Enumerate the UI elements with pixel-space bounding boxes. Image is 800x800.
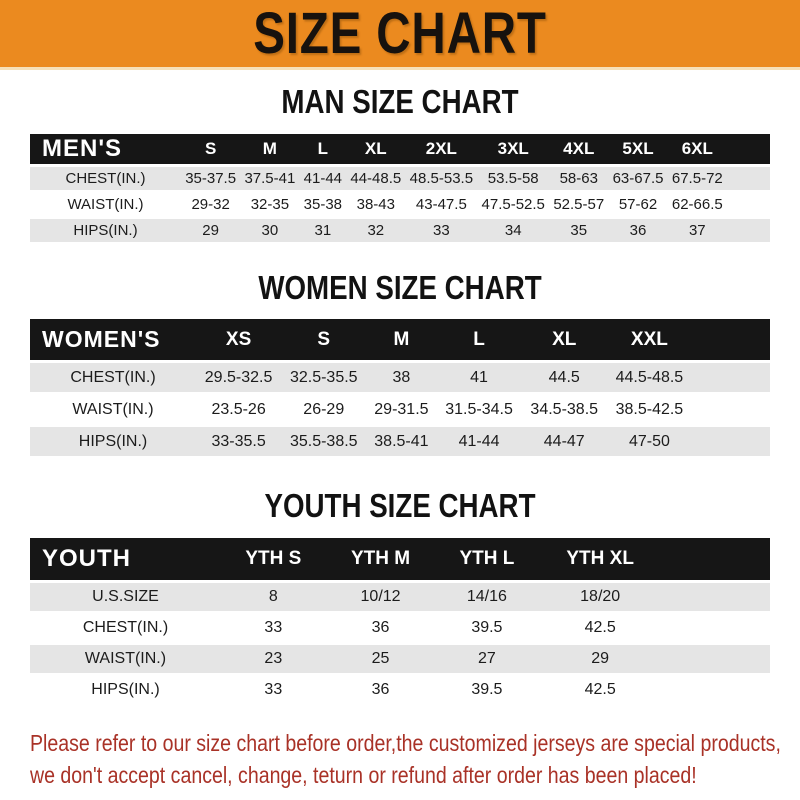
spacer-cell: [662, 645, 770, 673]
table-row: [30, 219, 770, 242]
column-header: 4XL: [549, 134, 608, 164]
column-header: XXL: [607, 319, 692, 360]
size-value-cell: 33: [221, 614, 326, 642]
size-value-cell: 38-43: [346, 193, 405, 216]
size-value-cell: 23: [221, 645, 326, 673]
corner-label: WOMEN'S: [30, 319, 196, 360]
column-header: YTH M: [326, 538, 436, 580]
youth-section: [0, 489, 800, 524]
footer-line-2: we don't accept cancel, change, teturn or refund after order has been placed!: [30, 761, 697, 788]
size-value-cell: 10/12: [326, 583, 436, 611]
size-value-cell: 35.5-38.5: [281, 427, 366, 456]
banner: [0, 0, 800, 70]
size-value-cell: 38: [366, 363, 436, 392]
size-value-cell: 58-63: [549, 167, 608, 190]
column-header: 3XL: [477, 134, 549, 164]
table-header-row: [30, 538, 770, 580]
column-header: M: [366, 319, 436, 360]
size-value-cell: 26-29: [281, 395, 366, 424]
size-value-cell: 41-44: [300, 167, 347, 190]
column-header: XL: [346, 134, 405, 164]
men-size-table: [30, 131, 770, 245]
spacer-cell: [727, 167, 770, 190]
size-value-cell: 29: [538, 645, 662, 673]
column-header: YTH L: [435, 538, 538, 580]
column-header: 5XL: [608, 134, 667, 164]
column-header: L: [436, 319, 521, 360]
size-value-cell: 44.5: [522, 363, 607, 392]
row-label: U.S.SIZE: [30, 583, 221, 611]
table-row: [30, 676, 770, 704]
size-value-cell: 63-67.5: [608, 167, 667, 190]
size-value-cell: 41-44: [436, 427, 521, 456]
size-value-cell: 39.5: [435, 614, 538, 642]
row-label: CHEST(IN.): [30, 614, 221, 642]
spacer-cell: [692, 319, 770, 360]
row-label: CHEST(IN.): [30, 167, 181, 190]
size-value-cell: 33-35.5: [196, 427, 281, 456]
size-value-cell: 34.5-38.5: [522, 395, 607, 424]
size-value-cell: 36: [608, 219, 667, 242]
row-label: WAIST(IN.): [30, 395, 196, 424]
size-value-cell: 35: [549, 219, 608, 242]
table-header-row: [30, 319, 770, 360]
row-label: WAIST(IN.): [30, 645, 221, 673]
size-value-cell: 44.5-48.5: [607, 363, 692, 392]
size-value-cell: 35-37.5: [181, 167, 240, 190]
row-label: HIPS(IN.): [30, 427, 196, 456]
row-label: WAIST(IN.): [30, 193, 181, 216]
table-header-row: [30, 134, 770, 164]
size-value-cell: 47-50: [607, 427, 692, 456]
size-value-cell: 47.5-52.5: [477, 193, 549, 216]
size-value-cell: 27: [435, 645, 538, 673]
column-header: S: [281, 319, 366, 360]
size-value-cell: 52.5-57: [549, 193, 608, 216]
spacer-cell: [727, 193, 770, 216]
man-section-title: MAN SIZE CHART: [281, 83, 519, 120]
column-header: M: [240, 134, 299, 164]
size-value-cell: 37: [668, 219, 727, 242]
size-value-cell: 23.5-26: [196, 395, 281, 424]
table-row: [30, 427, 770, 456]
women-section-title: WOMEN SIZE CHART: [258, 268, 542, 306]
youth-section-title: YOUTH SIZE CHART: [264, 487, 536, 525]
row-label: HIPS(IN.): [30, 219, 181, 242]
size-value-cell: 42.5: [538, 614, 662, 642]
women-size-table: [30, 316, 770, 459]
size-value-cell: 29-31.5: [366, 395, 436, 424]
size-value-cell: 35-38: [300, 193, 347, 216]
size-value-cell: 44-47: [522, 427, 607, 456]
size-value-cell: 41: [436, 363, 521, 392]
size-value-cell: 48.5-53.5: [405, 167, 477, 190]
column-header: 6XL: [668, 134, 727, 164]
row-label: HIPS(IN.): [30, 676, 221, 704]
size-value-cell: 62-66.5: [668, 193, 727, 216]
size-value-cell: 30: [240, 219, 299, 242]
column-header: S: [181, 134, 240, 164]
size-value-cell: 37.5-41: [240, 167, 299, 190]
table-row: [30, 583, 770, 611]
size-value-cell: 18/20: [538, 583, 662, 611]
size-value-cell: 67.5-72: [668, 167, 727, 190]
column-header: YTH S: [221, 538, 326, 580]
size-value-cell: 53.5-58: [477, 167, 549, 190]
spacer-cell: [727, 219, 770, 242]
size-value-cell: 25: [326, 645, 436, 673]
table-row: [30, 645, 770, 673]
banner-title: SIZE CHART: [253, 0, 547, 66]
size-value-cell: 38.5-41: [366, 427, 436, 456]
column-header: XS: [196, 319, 281, 360]
table-row: [30, 614, 770, 642]
size-value-cell: 36: [326, 614, 436, 642]
size-value-cell: 32: [346, 219, 405, 242]
size-value-cell: 44-48.5: [346, 167, 405, 190]
man-section: [0, 85, 800, 120]
size-value-cell: 29: [181, 219, 240, 242]
column-header: YTH XL: [538, 538, 662, 580]
size-value-cell: 42.5: [538, 676, 662, 704]
size-value-cell: 29.5-32.5: [196, 363, 281, 392]
spacer-cell: [692, 395, 770, 424]
size-value-cell: 36: [326, 676, 436, 704]
spacer-cell: [692, 363, 770, 392]
table-row: [30, 363, 770, 392]
size-value-cell: 38.5-42.5: [607, 395, 692, 424]
spacer-cell: [727, 134, 770, 164]
size-value-cell: 8: [221, 583, 326, 611]
size-value-cell: 32-35: [240, 193, 299, 216]
table-row: [30, 193, 770, 216]
women-section: [0, 268, 800, 306]
spacer-cell: [662, 538, 770, 580]
table-row: [30, 395, 770, 424]
size-value-cell: 43-47.5: [405, 193, 477, 216]
row-label: CHEST(IN.): [30, 363, 196, 392]
size-value-cell: 57-62: [608, 193, 667, 216]
size-value-cell: 33: [221, 676, 326, 704]
corner-label: MEN'S: [30, 134, 181, 164]
size-value-cell: 34: [477, 219, 549, 242]
corner-label: YOUTH: [30, 538, 221, 580]
table-row: [30, 167, 770, 190]
footer-line-1: Please refer to our size chart before order,the customized jerseys are special products,: [30, 729, 781, 756]
spacer-cell: [692, 427, 770, 456]
footer-note: [30, 727, 800, 791]
column-header: 2XL: [405, 134, 477, 164]
column-header: L: [300, 134, 347, 164]
spacer-cell: [662, 583, 770, 611]
size-value-cell: 39.5: [435, 676, 538, 704]
youth-size-table: [30, 535, 770, 707]
spacer-cell: [662, 614, 770, 642]
size-value-cell: 32.5-35.5: [281, 363, 366, 392]
size-value-cell: 14/16: [435, 583, 538, 611]
size-value-cell: 33: [405, 219, 477, 242]
size-value-cell: 31.5-34.5: [436, 395, 521, 424]
size-value-cell: 29-32: [181, 193, 240, 216]
spacer-cell: [662, 676, 770, 704]
column-header: XL: [522, 319, 607, 360]
size-value-cell: 31: [300, 219, 347, 242]
